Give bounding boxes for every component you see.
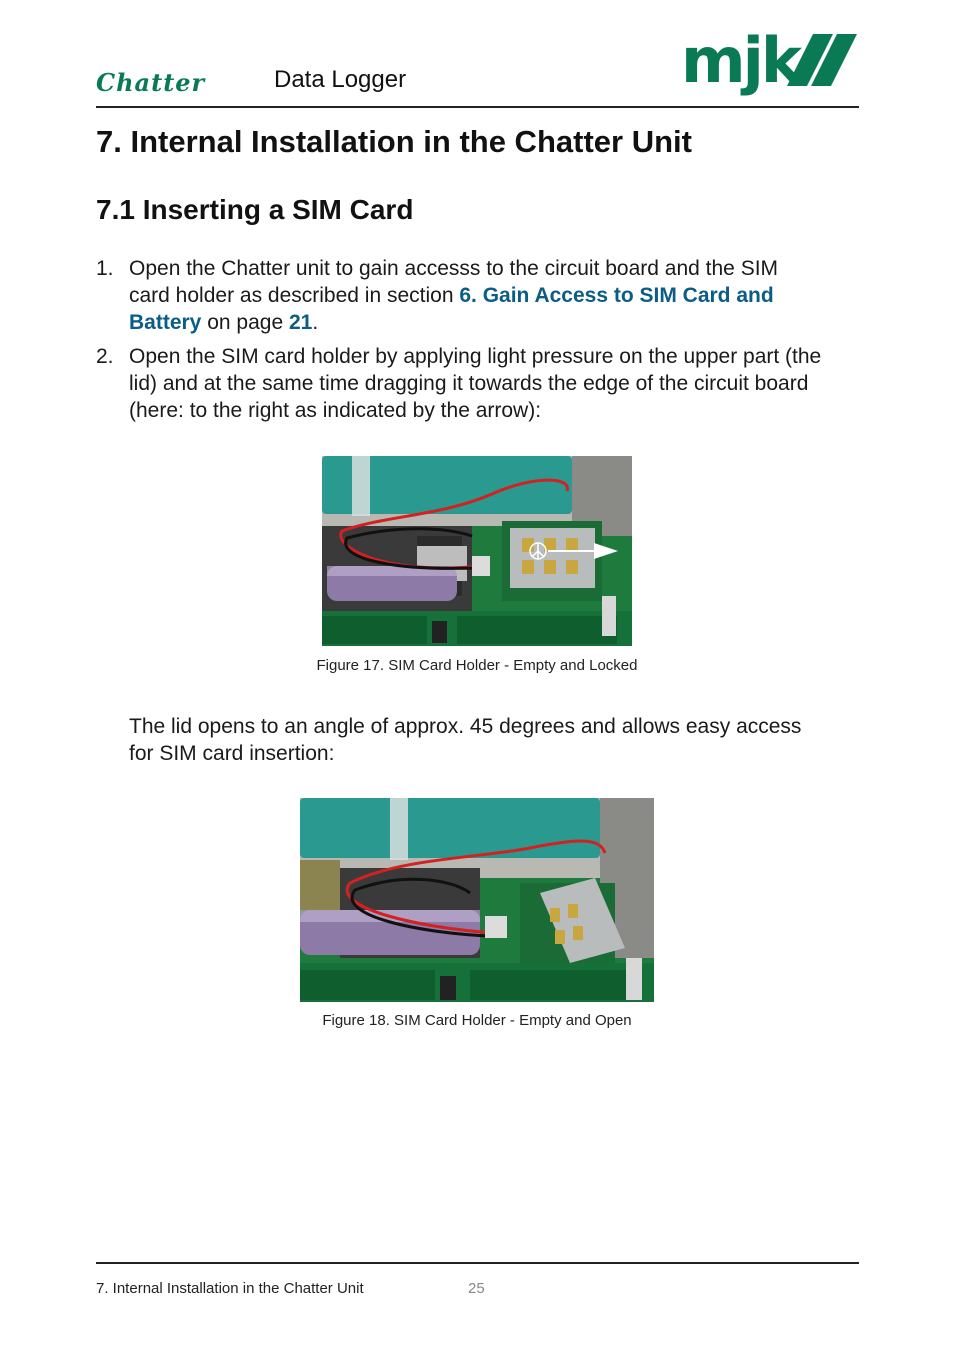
footer-divider <box>96 1262 859 1264</box>
section-link-part-1[interactable]: 6. Gain Access to SIM Card and <box>459 284 774 307</box>
mjk-logo-text: mjk <box>681 30 800 97</box>
footer-section-title: 7. Internal Installation in the Chatter Unit <box>96 1280 364 1297</box>
figure-17-caption: Figure 17. SIM Card Holder - Empty and Locked <box>316 657 638 674</box>
mjk-logo <box>681 30 859 102</box>
step-1-end: . <box>312 311 319 334</box>
step-number: 1. <box>96 257 114 280</box>
section-title: 7.1 Inserting a SIM Card <box>96 194 414 225</box>
section-link-part-2[interactable]: Battery <box>129 311 202 334</box>
step-1-line-2 <box>129 282 859 309</box>
figure-18-caption: Figure 18. SIM Card Holder - Empty and Open <box>322 1012 632 1029</box>
step-2-text <box>129 343 859 424</box>
chapter-title: 7. Internal Installation in the Chatter Unit <box>96 124 692 159</box>
chatter-logo: Chatter <box>96 68 206 97</box>
step-2-line-2: lid) and at the same time dragging it towards the edge of the circuit board <box>129 372 809 395</box>
page-ref-link[interactable]: 21 <box>288 311 313 334</box>
lid-description-line-1: The lid opens to an angle of approx. 45 degrees and allows easy access <box>129 715 802 738</box>
figure-17-photo <box>322 456 632 646</box>
step-1-line-3 <box>129 309 859 336</box>
step-2-line-3: (here: to the right as indicated by the arrow): <box>129 399 542 422</box>
header-doc-title: Data Logger <box>274 66 407 93</box>
step-2-line-1: Open the SIM card holder by applying light pressure on the upper part (the <box>129 345 822 368</box>
step-1-text <box>129 255 859 336</box>
step-number: 2. <box>96 345 114 368</box>
lid-description <box>129 713 859 767</box>
step-1-line-1: Open the Chatter unit to gain accesss to the circuit board and the SIM <box>129 257 779 280</box>
footer-page-number: 25 <box>468 1280 485 1297</box>
step-1-line-2-text: card holder as described in section <box>129 284 460 307</box>
lid-description-line-2: for SIM card insertion: <box>129 742 335 765</box>
page-header <box>96 30 859 108</box>
figure-18-photo <box>300 798 654 1002</box>
step-1-after-link: on page <box>201 311 289 334</box>
